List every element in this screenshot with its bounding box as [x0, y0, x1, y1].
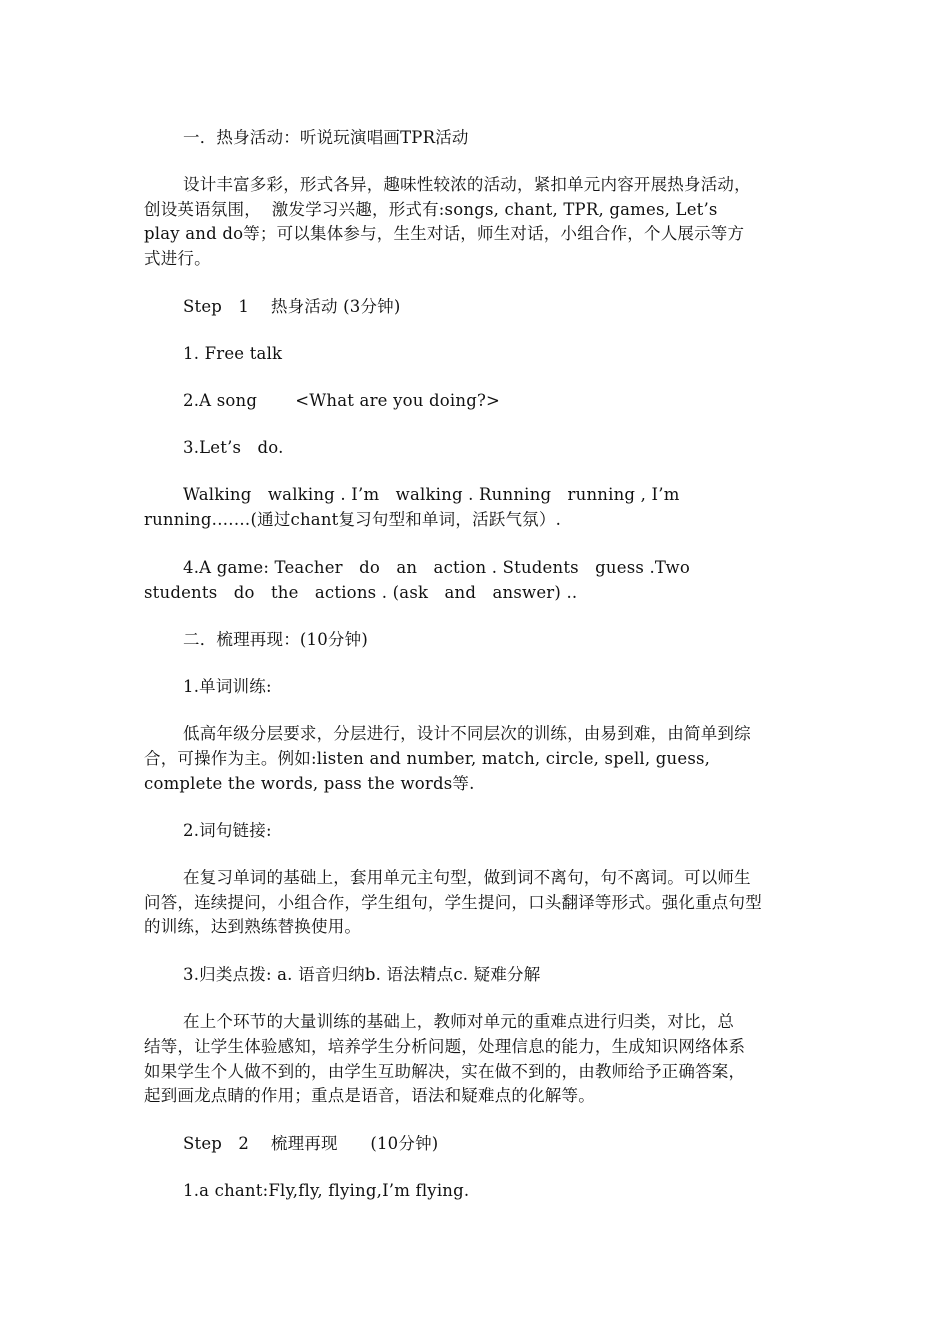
- step2-item-chant: 1.a chant:Fly,fly, flying,I’m flying.: [183, 1181, 470, 1200]
- section2-heading: 二．梳理再现：(10分钟): [183, 630, 368, 649]
- game-line-2: students do the actions . (ask and answer) ..: [144, 583, 578, 602]
- chant-line-2: running.……(通过chant复习句型和单词，活跃气氛）.: [144, 510, 562, 529]
- sub1-para-line-1: 低高年级分层要求，分层进行，设计不同层次的训练，由易到难，由简单到综: [183, 724, 751, 743]
- sub2-para-line-3: 的训练，达到熟练替换使用。: [144, 917, 362, 936]
- list-item-free-talk: 1. Free talk: [183, 344, 283, 363]
- section1-para-line-4: 式进行。: [144, 249, 211, 268]
- sub3-para-line-2: 结等，让学生体验感知，培养学生分析问题，处理信息的能力，生成知识网络体系: [144, 1037, 746, 1056]
- sub2-para-line-2: 问答，连续提问，小组合作，学生组句，学生提问，口头翻译等形式。强化重点句型: [144, 893, 762, 912]
- list-item-lets-do: 3.Let’s do.: [183, 438, 284, 457]
- sub3-para-line-1: 在上个环节的大量训练的基础上，教师对单元的重难点进行归类，对比，总: [183, 1012, 735, 1031]
- sub3-para-line-4: 起到画龙点睛的作用；重点是语音，语法和疑难点的化解等。: [144, 1086, 595, 1105]
- section1-para-line-2: 创设英语氛围， 激发学习兴趣，形式有:songs, chant, TPR, games, Let’s: [144, 200, 718, 219]
- sub1-para-line-3: complete the words, pass the words等.: [144, 774, 475, 793]
- sub2-heading: 2.词句链接:: [183, 821, 272, 840]
- step1-heading: Step 1 热身活动 (3分钟): [183, 297, 401, 316]
- sub2-para-line-1: 在复习单词的基础上，套用单元主句型，做到词不离句，句不离词。可以师生: [183, 868, 751, 887]
- sub3-para-line-3: 如果学生个人做不到的，由学生互助解决，实在做不到的，由教师给予正确答案，: [144, 1062, 746, 1081]
- list-item-song: 2.A song <What are you doing?>: [183, 391, 501, 410]
- chant-line-1: Walking walking . I’m walking . Running running , I’m: [183, 485, 680, 504]
- sub3-heading: 3.归类点拨: a. 语音归纳b. 语法精点c. 疑难分解: [183, 965, 541, 984]
- step2-heading: Step 2 梳理再现 (10分钟): [183, 1134, 439, 1153]
- sub1-heading: 1.单词训练:: [183, 677, 272, 696]
- sub1-para-line-2: 合，可操作为主。例如:listen and number, match, circle, spell, guess,: [144, 749, 711, 768]
- section1-heading: 一．热身活动：听说玩演唱画TPR活动: [183, 128, 469, 147]
- section1-para-line-1: 设计丰富多彩，形式各异，趣味性较浓的活动，紧扣单元内容开展热身活动，: [183, 175, 751, 194]
- section1-para-line-3: play and do等；可以集体参与，生生对话，师生对话，小组合作，个人展示等方: [144, 224, 745, 243]
- game-line-1: 4.A game: Teacher do an action . Students guess .Two: [183, 558, 691, 577]
